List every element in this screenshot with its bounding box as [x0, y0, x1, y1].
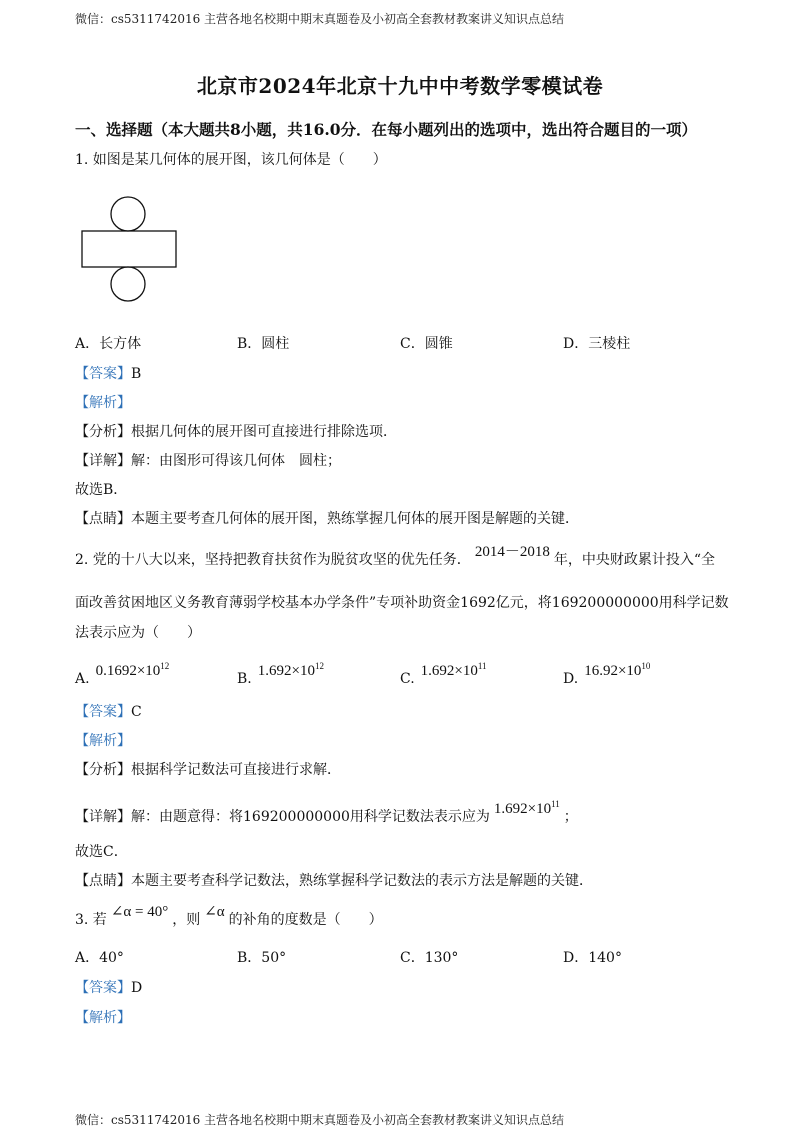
q3-analysis-tag: 【解析】 — [75, 1010, 131, 1026]
comment-tag: 【点睛】 — [75, 511, 131, 527]
option-mantissa: 16.92×10 — [584, 663, 642, 679]
page-title: 北京市2024年北京十九中中考数学零模试卷 — [196, 74, 604, 98]
page-header: 微信：cs5311742016 主营各地名校期中期末真题卷及小初高全套教材教案讲义知识点总结 — [75, 12, 565, 26]
q2-answer — [75, 702, 142, 722]
q3-stem-suffix: 的补角的度数是（ ） — [228, 912, 383, 928]
q1-stem: 1. 如图是某几何体的展开图，该几何体是（ ） — [75, 152, 387, 168]
q1-option-a: A．长方体 — [75, 336, 142, 352]
option-mantissa: 1.692×10 — [420, 663, 478, 679]
q3-angle-condition: ∠α = 40° — [110, 904, 169, 920]
q1-option-b: B．圆柱 — [237, 336, 290, 352]
q3-option-c: C．130° — [400, 950, 459, 966]
option-letter: D. — [563, 671, 579, 687]
q3-stem-prefix: 3. 若 — [75, 912, 107, 928]
fenxi-tag: 【分析】 — [75, 424, 131, 440]
detail-text: 解：由题意得：将169200000000用科学记数法表示应为 — [131, 809, 490, 825]
q1-comment — [75, 509, 579, 529]
fenxi-text: 根据科学记数法可直接进行求解． — [131, 762, 341, 778]
answer-value: C — [131, 704, 142, 720]
option-letter: A. — [75, 671, 90, 687]
option-exponent: 12 — [314, 661, 324, 671]
q2-conclusion: 故选C． — [75, 844, 128, 860]
q2-comment — [75, 871, 593, 891]
option-letter: C. — [400, 671, 415, 687]
q2-detail — [75, 799, 578, 827]
comment-text: 本题主要考查科学记数法，熟练掌握科学记数法的表示方法是解题的关键． — [131, 873, 593, 889]
detail-exponent: 11 — [551, 799, 560, 809]
answer-tag: 【答案】 — [75, 704, 131, 720]
option-letter: B. — [237, 671, 252, 687]
answer-value: D — [131, 980, 143, 996]
q1-fenxi — [75, 422, 397, 442]
q1-option-d: D．三棱柱 — [563, 336, 631, 352]
q2-option-a — [75, 661, 170, 689]
q1-answer — [75, 364, 141, 384]
detail-tag: 【详解】 — [75, 809, 131, 825]
answer-tag: 【答案】 — [75, 980, 131, 996]
option-exponent: 10 — [641, 661, 651, 671]
detail-text: 解：由图形可得该几何体 圆柱； — [131, 453, 341, 469]
q3-option-b: B．50° — [237, 950, 287, 966]
q2-fenxi — [75, 760, 341, 780]
q2-option-b — [237, 661, 324, 689]
q1-conclusion: 故选B． — [75, 482, 128, 498]
top-circle — [111, 197, 145, 231]
q2-stem-line1 — [75, 544, 715, 570]
cylinder-net-figure — [78, 194, 182, 306]
q2-option-c — [400, 661, 487, 689]
q3-option-d: D．140° — [563, 950, 622, 966]
section-heading: 一、选择题（本大题共8小题，共16.0分．在每小题列出的选项中，选出符合题目的一项） — [75, 120, 698, 139]
bottom-circle — [111, 267, 145, 301]
q1-analysis-tag: 【解析】 — [75, 395, 131, 411]
q2-option-d — [563, 661, 651, 689]
page-footer: 微信：cs5311742016 主营各地名校期中期末真题卷及小初高全套教材教案讲义知识点总结 — [75, 1113, 565, 1127]
q1-detail — [75, 451, 341, 471]
detail-math: 1.692×10 — [493, 801, 552, 817]
lateral-rectangle — [82, 231, 176, 267]
answer-tag: 【答案】 — [75, 366, 131, 382]
q3-option-a: A．40° — [75, 950, 124, 966]
option-mantissa: 1.692×10 — [257, 663, 315, 679]
q1-option-c: C．圆锥 — [400, 336, 453, 352]
q2-stem-line3: 法表示应为（ ） — [75, 625, 201, 641]
comment-tag: 【点睛】 — [75, 873, 131, 889]
q2-stem-part2: 年，中央财政累计投入“全 — [553, 552, 715, 568]
fenxi-tag: 【分析】 — [75, 762, 131, 778]
q3-answer — [75, 978, 142, 998]
detail-tag: 【详解】 — [75, 453, 131, 469]
q2-stem-line2: 面改善贫困地区义务教育薄弱学校基本办学条件”专项补助资金1692亿元，将169200000000用科学记数 — [75, 595, 729, 611]
option-exponent: 12 — [160, 661, 170, 671]
q3-stem — [75, 904, 383, 930]
fenxi-text: 根据几何体的展开图可直接进行排除选项． — [131, 424, 397, 440]
comment-text: 本题主要考查几何体的展开图，熟练掌握几何体的展开图是解题的关键． — [131, 511, 579, 527]
option-mantissa: 0.1692×10 — [95, 663, 161, 679]
option-exponent: 11 — [477, 661, 487, 671]
q3-stem-mid: ，则 — [172, 912, 201, 928]
q3-angle-symbol: ∠α — [204, 904, 225, 920]
q2-analysis-tag: 【解析】 — [75, 733, 131, 749]
detail-end: ； — [563, 809, 578, 825]
answer-value: B — [131, 366, 142, 382]
q2-stem-part1: 2. 党的十八大以来，坚持把教育扶贫作为脱贫攻坚的优先任务． — [75, 552, 471, 568]
q2-years: 2014－2018 — [474, 544, 550, 560]
